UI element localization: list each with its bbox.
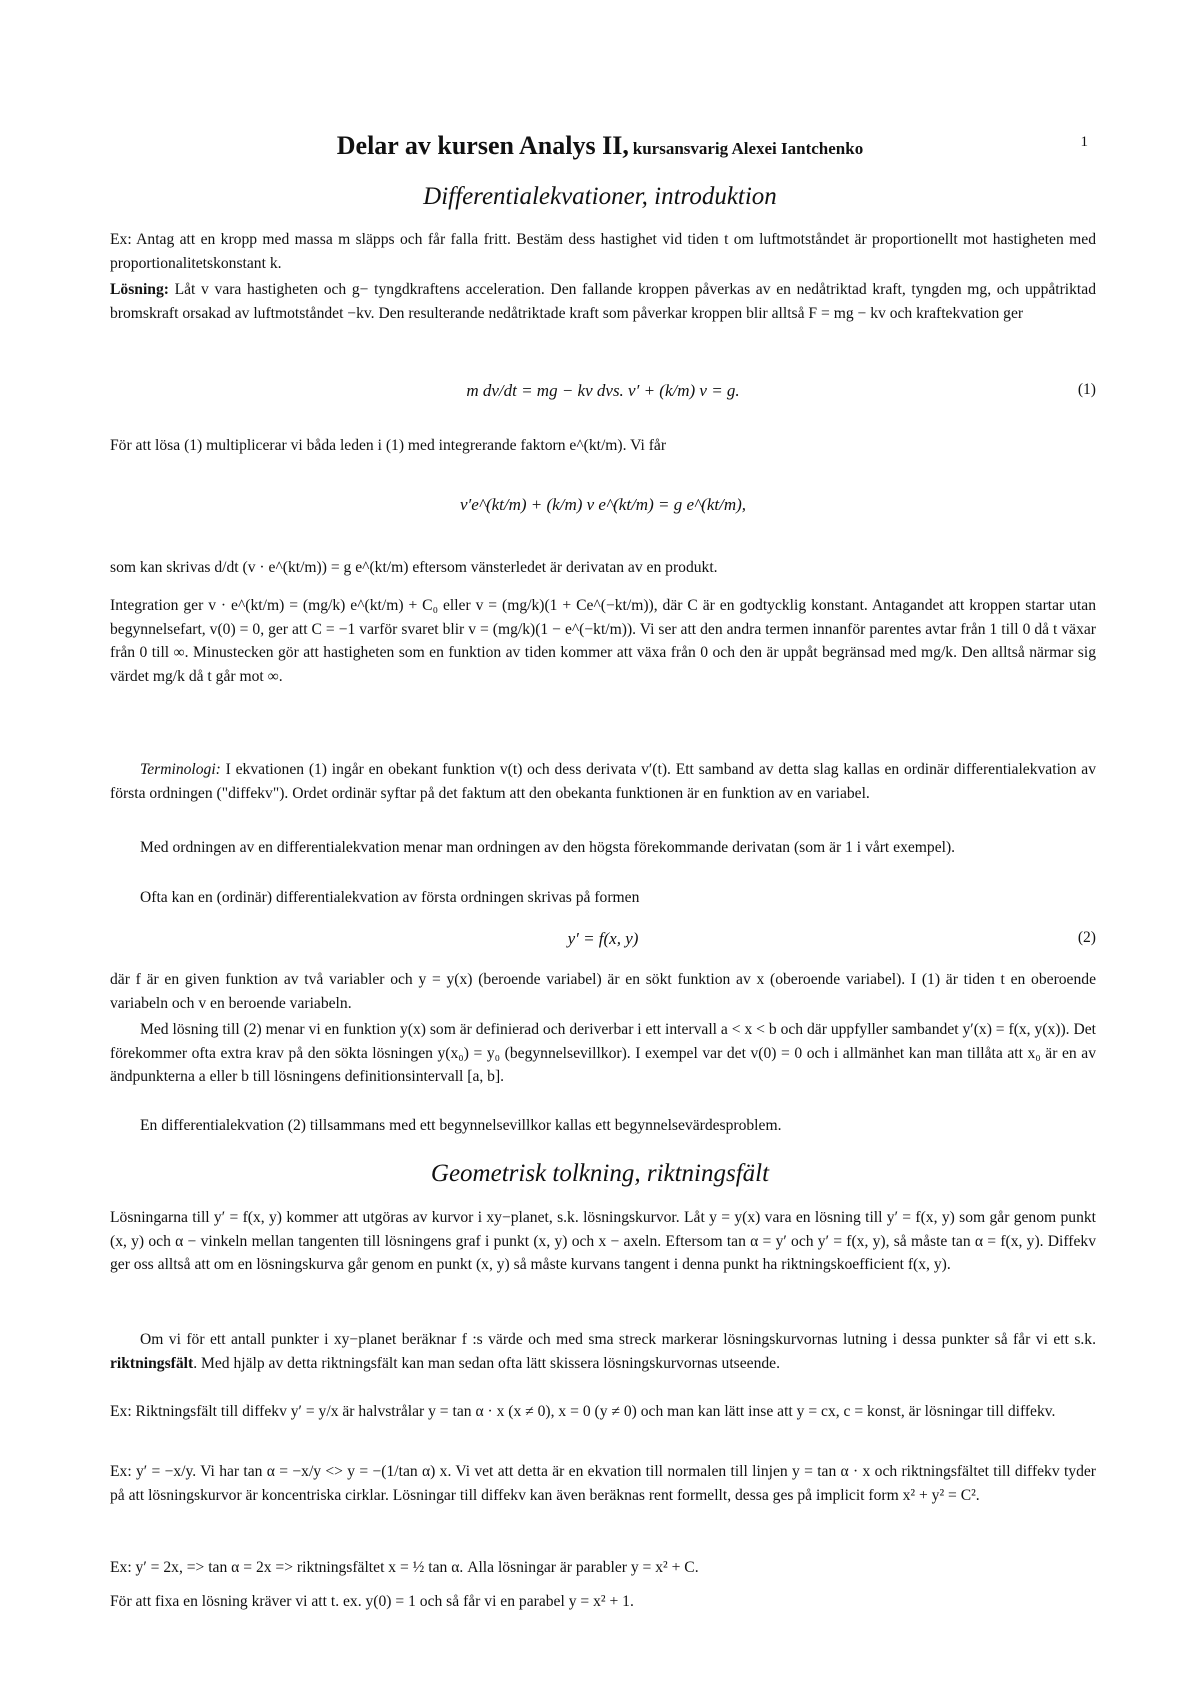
terminology-label: Terminologi:: [140, 761, 221, 778]
paragraph-general-form: Ofta kan en (ordinär) differentialekvation av första ordningen skrivas på formen: [140, 889, 640, 906]
paragraph-fix-solution: För att fixa en lösning kräver vi att t. ex. y(0) = 1 och så får vi en parabel y = x² + 1.: [110, 1593, 634, 1610]
paragraph-integration: Integration ger v · e^(kt/m) = (mg/k) e^(kt/m) + C₀ eller v = (mg/k)(1 + Ce^(−kt/m)), där C är en godtycklig konstant. Antagandet att kroppen startar utan begynnelsefart, v(0) = 0, ger att C = −1 varför svaret blir v = (mg/k)(1 − e^(−kt/m)). Vi ser att den andra termen innanför parentes avtar från 1 till 0 då t växar från 0 till ∞. Minustecken gör att hastigheten som en funktion av tiden kommer att växa från 0 och den är uppåt begränsad med mg/k. Den alltså närmar sig värdet mg/k då t går mot ∞.: [110, 597, 1096, 686]
section-heading-direction-field: Geometrisk tolkning, riktningsfält: [430, 1160, 770, 1187]
equation-2-number: (2): [1077, 929, 1096, 946]
example-parabolas: Ex: y′ = 2x, => tan α = 2x => riktningsfältet x = ½ tan α. Alla lösningar är parabler y = x² + C.: [110, 1559, 699, 1576]
page-number: 1: [1080, 134, 1088, 150]
equation-multiplied-formula: v′e^(kt/m) + (k/m) v e^(kt/m) = g e^(kt/m),: [459, 495, 747, 514]
equation-2: [110, 926, 1096, 952]
direction-field-text-2: . Med hjälp av detta riktningsfält kan man sedan ofta lätt skissera lösningskurvornas utseende.: [193, 1354, 780, 1372]
document-title: [0, 126, 1200, 166]
equation-multiplied: [110, 492, 1096, 518]
example-falling-body: Ex: Antag att en kropp med massa m släpps och får falla fritt. Bestäm dess hastighet vid tiden t om luftmotståndet är proportionellt mot hastigheten med proportionalitetskonstant k.: [110, 231, 1096, 272]
paragraph-direction-field: [110, 1328, 1096, 1375]
equation-2-formula: y′ = f(x, y): [567, 929, 639, 948]
paragraph-integrating-factor: För att lösa (1) multiplicerar vi båda leden i (1) med integrerande faktorn e^(kt/m). Vi får: [110, 437, 667, 454]
example-circles: Ex: y′ = −x/y. Vi har tan α = −x/y <> y = −(1/tan α) x. Vi vet att detta är en ekvation till normalen till linjen y = tan α · x och riktningsfältet till diffekv tyder på att lösningskurvor är koncentriska cirklar. Lösningar till diffekv kan även beräknas rent formellt, dessa ges på implicit form x² + y² = C².: [110, 1463, 1096, 1504]
equation-1-formula: m dv/dt = mg − kv dvs. v′ + (k/m) v = g.: [466, 381, 740, 400]
terminology-paragraph: [110, 758, 1096, 805]
paragraph-solution-definition: Med lösning till (2) menar vi en funktion y(x) som är definierad och deriverbar i ett intervall a < x < b och där uppfyller sambandet y′(x) = f(x, y(x)). Det förekommer ofta extra krav på den sökta lösningen y(x₀) = y₀ (begynnelsevillkor). I exempel var det v(0) = 0 och i allmänhet kan man tillåta att x₀ är en av ändpunkterna a eller b till lösningens definitionsintervall [a, b].: [110, 1021, 1096, 1086]
direction-field-term: riktningsfält: [110, 1354, 194, 1372]
solution-label: Lösning:: [110, 281, 169, 298]
section-heading-introduction: Differentialekvationer, introduktion: [423, 183, 777, 210]
title-subtitle: kursansvarig Alexei Iantchenko: [632, 139, 864, 158]
paragraph-variables: där f är en given funktion av två variabler och y = y(x) (beroende variabel) är en sökt funktion av x (oberoende variabel). I (1) är tiden t en oberoende variabeln och v en beroende variabeln.: [110, 971, 1096, 1012]
terminology-text: I ekvationen (1) ingår en obekant funktion v(t) och dess derivata v′(t). Ett samband av detta slag kallas en ordinär differentialekvation av första ordningen ("diffekv"). Ordet ordinär syftar på det faktum att den obekanta funktionen är en funktion av en variabel.: [110, 761, 1096, 802]
paragraph-product-derivative: som kan skrivas d/dt (v · e^(kt/m)) = g e^(kt/m) eftersom vänsterledet är derivatan av en produkt.: [110, 559, 718, 576]
solution-text: Låt v vara hastigheten och g− tyngdkraftens acceleration. Den fallande kroppen påverkas av en nedåtriktad kraft, tyngden mg, och uppåtriktad bromskraft orsakad av luftmotståndet −kv. Den resulterande nedåtriktade kraft som påverkar kroppen blir alltså F = mg − kv och kraftekvation ger: [110, 281, 1096, 322]
paragraph-order: Med ordningen av en differentialekvation menar man ordningen av den högsta förekommande derivatan (som är 1 i vårt exempel).: [140, 839, 956, 856]
example-half-lines: Ex: Riktningsfält till diffekv y′ = y/x är halvstrålar y = tan α · x (x ≠ 0), x = 0 (y ≠ 0) och man kan lätt inse att y = cx, c = konst, är lösningar till diffekv.: [110, 1403, 1056, 1420]
paragraph-initial-value-problem: En differentialekvation (2) tillsammans med ett begynnelsevillkor kallas ett begynnelsevärdesproblem.: [140, 1117, 782, 1134]
solution-paragraph: [110, 278, 1096, 325]
title-main: Delar av kursen Analys II,: [336, 131, 629, 160]
equation-1: [110, 378, 1096, 404]
paragraph-solution-curves: Lösningarna till y′ = f(x, y) kommer att utgöras av kurvor i xy−planet, s.k. lösningskurvor. Låt y = y(x) vara en lösning till y′ = f(x, y) som går genom punkt (x, y) och α − vinkeln mellan tangenten till lösningens graf i punkt (x, y) och x − axeln. Eftersom tan α = y′ och y′ = f(x, y), så måste tan α = f(x, y). Diffekv ger oss alltså att om en lösningskurva går genom en punkt (x, y) så måste kurvans tangent i denna punkt ha riktningskoefficient f(x, y).: [110, 1209, 1096, 1274]
direction-field-text-1: Om vi för ett antall punkter i xy−planet beräknar f :s värde och med sma streck markerar lösningskurvornas lutning i dessa punkter så får vi ett s.k.: [140, 1331, 1096, 1348]
equation-1-number: (1): [1077, 381, 1096, 398]
